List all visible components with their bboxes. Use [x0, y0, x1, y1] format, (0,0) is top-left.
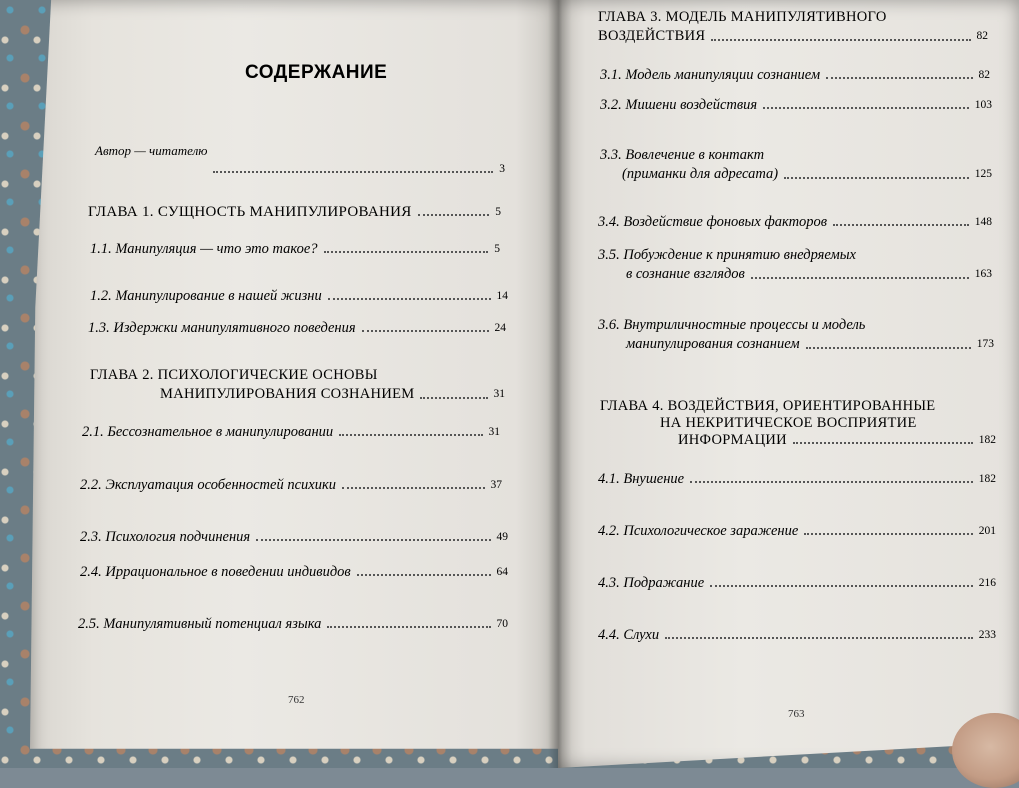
page-number-right: 763: [788, 708, 805, 720]
toc-entry: 2.5. Манипулятивный потенциал языка 70: [78, 616, 508, 632]
toc-entry-3-3: 3.3. Вовлечение в контакт (приманки для адресата) 125: [600, 147, 992, 182]
leader-dots: [213, 170, 493, 173]
leader-dots: [362, 329, 489, 332]
toc-entry: 1.3. Издержки манипулятивного поведения 24: [88, 320, 506, 336]
toc-entry: 3.1. Модель манипуляции сознанием 82: [600, 67, 990, 83]
toc-entry: ГЛАВА 1. СУЩНОСТЬ МАНИПУЛИРОВАНИЯ 5: [88, 204, 501, 220]
leader-dots: [751, 277, 969, 279]
toc-entry: 2.4. Иррациональное в поведении индивидов 64: [80, 564, 508, 580]
toc-entry: 2.1. Бессознательное в манипулировании 31: [82, 424, 500, 440]
toc-entry: 3.4. Воздействие фоновых факторов 148: [598, 214, 992, 230]
toc-entry: 3.2. Мишени воздействия 103: [600, 97, 992, 113]
leader-dots: [711, 39, 970, 41]
leader-dots: [342, 486, 485, 489]
leader-dots: [833, 223, 969, 226]
toc-entry-3-6: 3.6. Внутриличностные процессы и модель манипулирования сознанием 173: [598, 317, 994, 352]
leader-dots: [665, 636, 973, 639]
toc-entry: 4.1. Внушение 182: [598, 471, 996, 487]
toc-entry-3-5: 3.5. Побуждение к принятию внедряемых в сознание взглядов 163: [598, 247, 992, 282]
toc-entry: 4.3. Подражание 216: [598, 575, 996, 591]
leader-dots: [806, 347, 971, 349]
leader-dots: [339, 433, 482, 436]
leader-dots: [710, 584, 973, 587]
leader-dots: [327, 625, 490, 628]
toc-entry: 2.2. Эксплуатация особенностей психики 37: [80, 477, 502, 493]
page-number-left: 762: [288, 694, 305, 706]
toc-entry: Автор — читателю 3: [95, 143, 505, 175]
leader-dots: [256, 538, 490, 541]
toc-entry: 1.1. Манипуляция — что это такое? 5: [90, 241, 500, 257]
toc-entry: 4.4. Слухи 233: [598, 627, 996, 643]
leader-dots: [804, 532, 972, 535]
leader-dots: [418, 213, 490, 216]
right-page: [558, 0, 1019, 768]
leader-dots: [793, 442, 973, 444]
toc-heading: СОДЕРЖАНИЕ: [245, 62, 388, 83]
toc-entry-chapter-4: ГЛАВА 4. ВОЗДЕЙСТВИЯ, ОРИЕНТИРОВАННЫЕ НА НЕКРИТИЧЕСКОЕ ВОСПРИЯТИЕ ИНФОРМАЦИИ 182: [600, 398, 996, 448]
toc-entry: 1.2. Манипулирование в нашей жизни 14: [90, 288, 508, 304]
toc-entry-chapter-2: ГЛАВА 2. ПСИХОЛОГИЧЕСКИЕ ОСНОВЫ МАНИПУЛИРОВАНИЯ СОЗНАНИЕМ 31: [90, 367, 505, 402]
toc-entry: 4.2. Психологическое заражение 201: [598, 523, 996, 539]
toc-entry: 2.3. Психология подчинения 49: [80, 529, 508, 545]
leader-dots: [420, 397, 487, 399]
leader-dots: [328, 297, 491, 300]
leader-dots: [763, 106, 969, 109]
leader-dots: [324, 250, 489, 253]
leader-dots: [784, 177, 969, 179]
leader-dots: [690, 480, 973, 483]
leader-dots: [357, 573, 491, 576]
toc-entry-chapter-3: ГЛАВА 3. МОДЕЛЬ МАНИПУЛЯТИВНОГО ВОЗДЕЙСТВИЯ 82: [598, 9, 988, 44]
leader-dots: [826, 76, 972, 79]
